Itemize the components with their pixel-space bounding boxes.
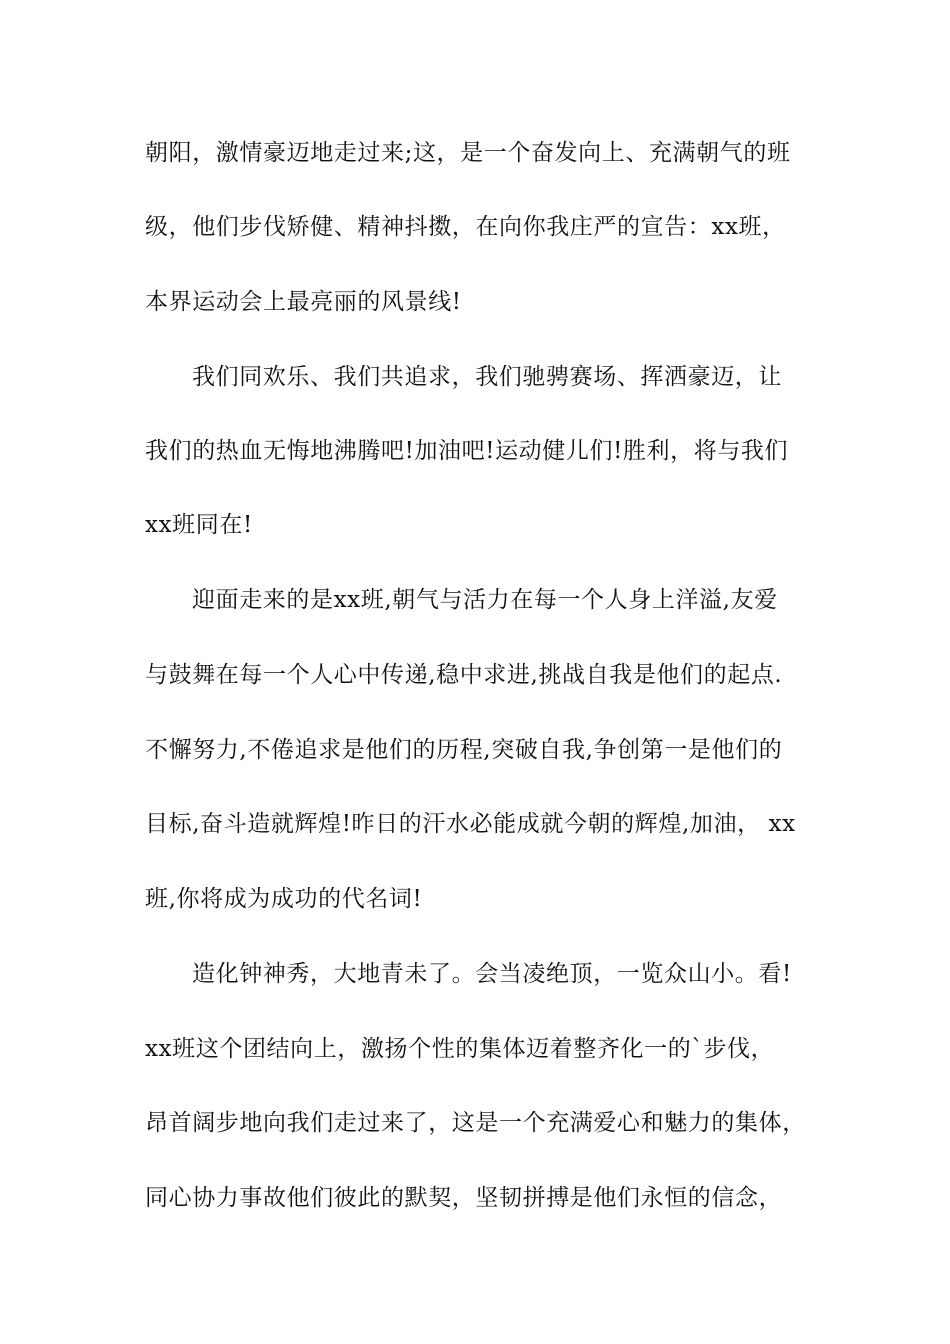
paragraph-line: 与鼓舞在每一个人心中传递,稳中求进,挑战自我是他们的起点. [145,662,783,688]
paragraph-line: 不懈努力,不倦追求是他们的历程,突破自我,争创第一是他们的 [145,737,783,763]
paragraph-line: 朝阳，激情豪迈地走过来;这，是一个奋发向上、充满朝气的班 [145,140,791,166]
paragraph-line: 昂首阔步地向我们走过来了，这是一个充满爱心和魅力的集体， [145,1110,806,1136]
paragraph-line: 造化钟神秀，大地青未了。会当凌绝顶，一览众山小。看! [192,961,792,987]
paragraph-line: 本界运动会上最亮丽的风景线! [145,289,462,315]
paragraph-line: xx班这个团结向上，激扬个性的集体迈着整齐化一的`步伐， [145,1036,775,1062]
paragraph-line: 同心协力事故他们彼此的默契，坚韧拼搏是他们永恒的信念， [145,1185,783,1211]
paragraph-line: 我们的热血无悔地沸腾吧!加油吧!运动健儿们!胜利，将与我们 [145,438,789,464]
paragraph-line: 迎面走来的是xx班,朝气与活力在每一个人身上洋溢,友爱 [192,587,778,613]
paragraph-line: 目标,奋斗造就辉煌!昨日的汗水必能成就今朝的辉煌,加油， xx [145,811,796,837]
paragraph-line: xx班同在! [145,512,253,538]
paragraph-line: 班,你将成为成功的代名词! [145,886,423,912]
paragraph-line: 我们同欢乐、我们共追求，我们驰骋赛场、挥洒豪迈，让 [192,364,782,390]
paragraph-line: 级，他们步伐矫健、精神抖擞，在向你我庄严的宣告：xx班， [145,214,786,240]
